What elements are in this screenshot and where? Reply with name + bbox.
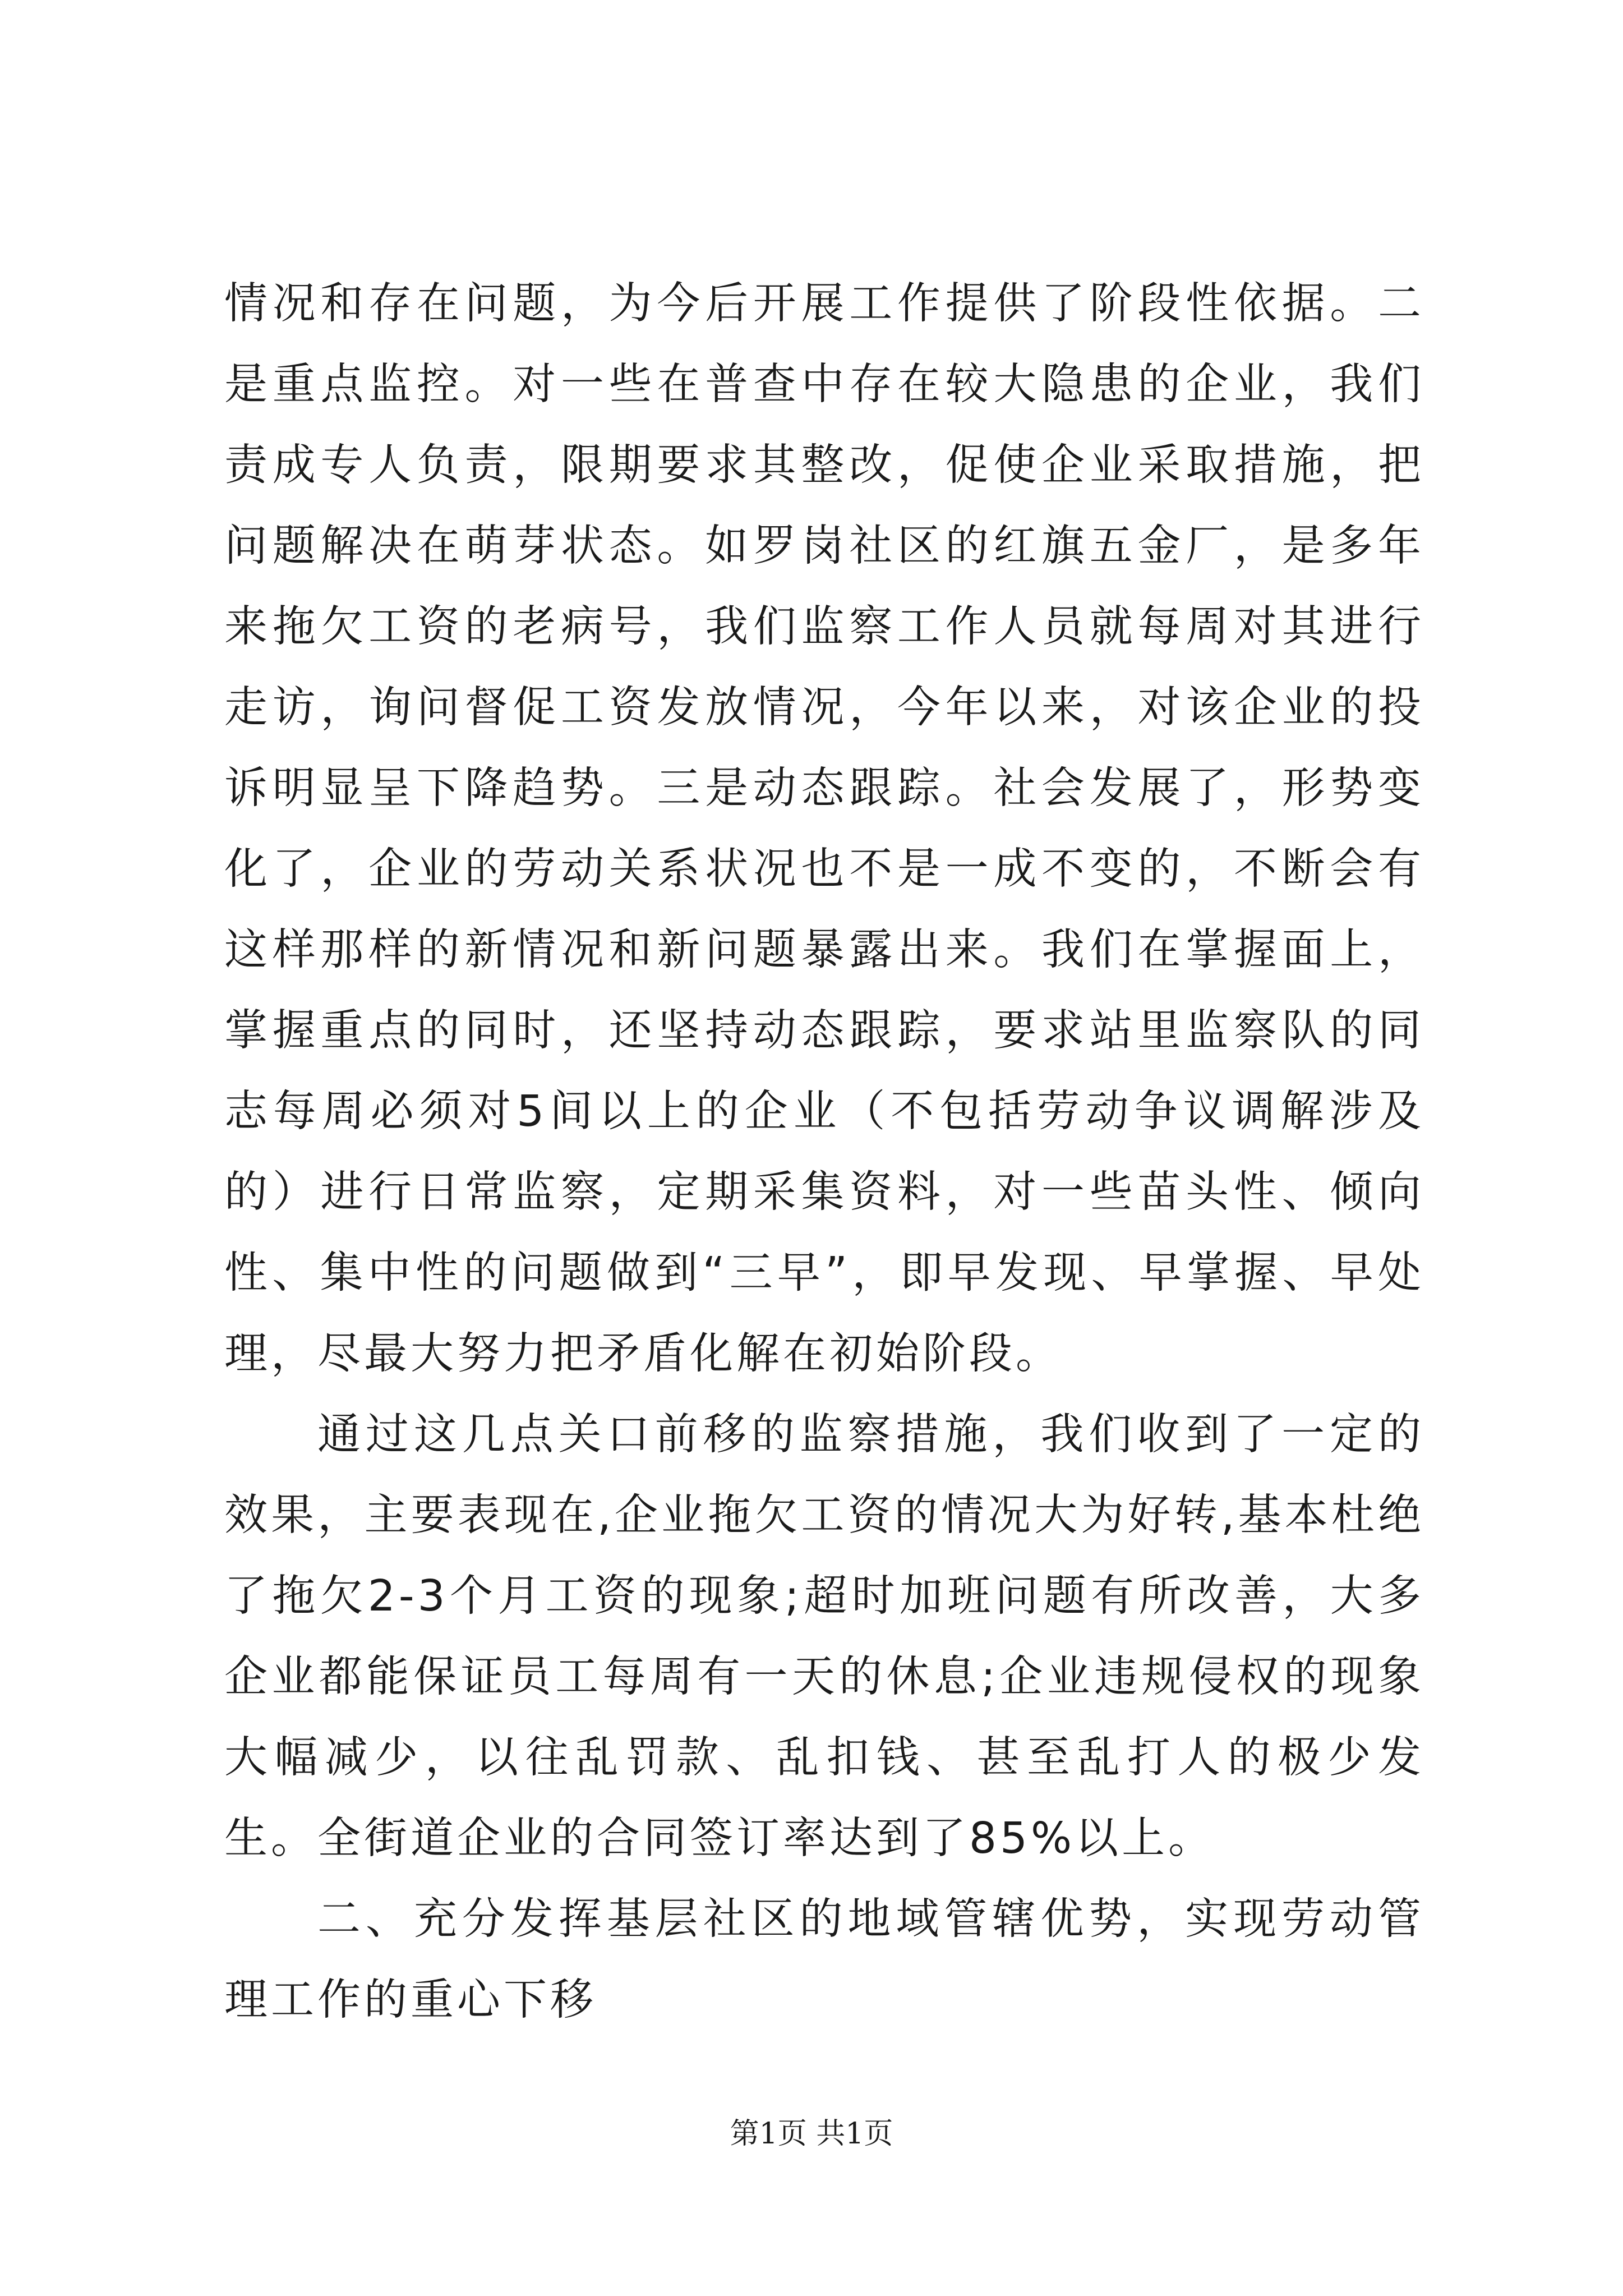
section-heading-2: 二、充分发挥基层社区的地域管辖优势，实现劳动管理工作的重心下移 xyxy=(224,1894,1424,2025)
paragraph-results: 通过这几点关口前移的监察措施，我们收到了一定的效果，主要表现在,企业拖欠工资的情况大为好转,基本杜绝了拖欠2-3个月工资的现象;超时加班问题有所改善，大多企业都能保证员工每周有一天的休息;企业违规侵权的现象大幅减少，以往乱罚款、乱扣钱、甚至乱打人的极少发生。全街道企业的合同签订率达到了85%以上。 xyxy=(224,1410,1424,1864)
body-text xyxy=(224,264,1424,2041)
page-footer: 第1页 共1页 xyxy=(730,2117,893,2151)
paragraph-continued: 情况和存在问题，为今后开展工作提供了阶段性依据。二是重点监控。对一些在普查中存在较大隐患的企业，我们责成专人负责，限期要求其整改，促使企业采取措施，把问题解决在萌芽状态。如罗岗社区的红旗五金厂，是多年来拖欠工资的老病号，我们监察工作人员就每周对其进行走访，询问督促工资发放情况，今年以来，对该企业的投诉明显呈下降趋势。三是动态跟踪。社会发展了，形势变化了，企业的劳动关系状况也不是一成不变的，不断会有这样那样的新情况和新问题暴露出来。我们在掌握面上，掌握重点的同时，还坚持动态跟踪，要求站里监察队的同志每周必须对5间以上的企业（不包括劳动争议调解涉及的）进行日常监察，定期采集资料，对一些苗头性、倾向性、集中性的问题做到“三早”，即早发现、早掌握、早处理，尽最大努力把矛盾化解在初始阶段。 xyxy=(224,279,1424,1379)
